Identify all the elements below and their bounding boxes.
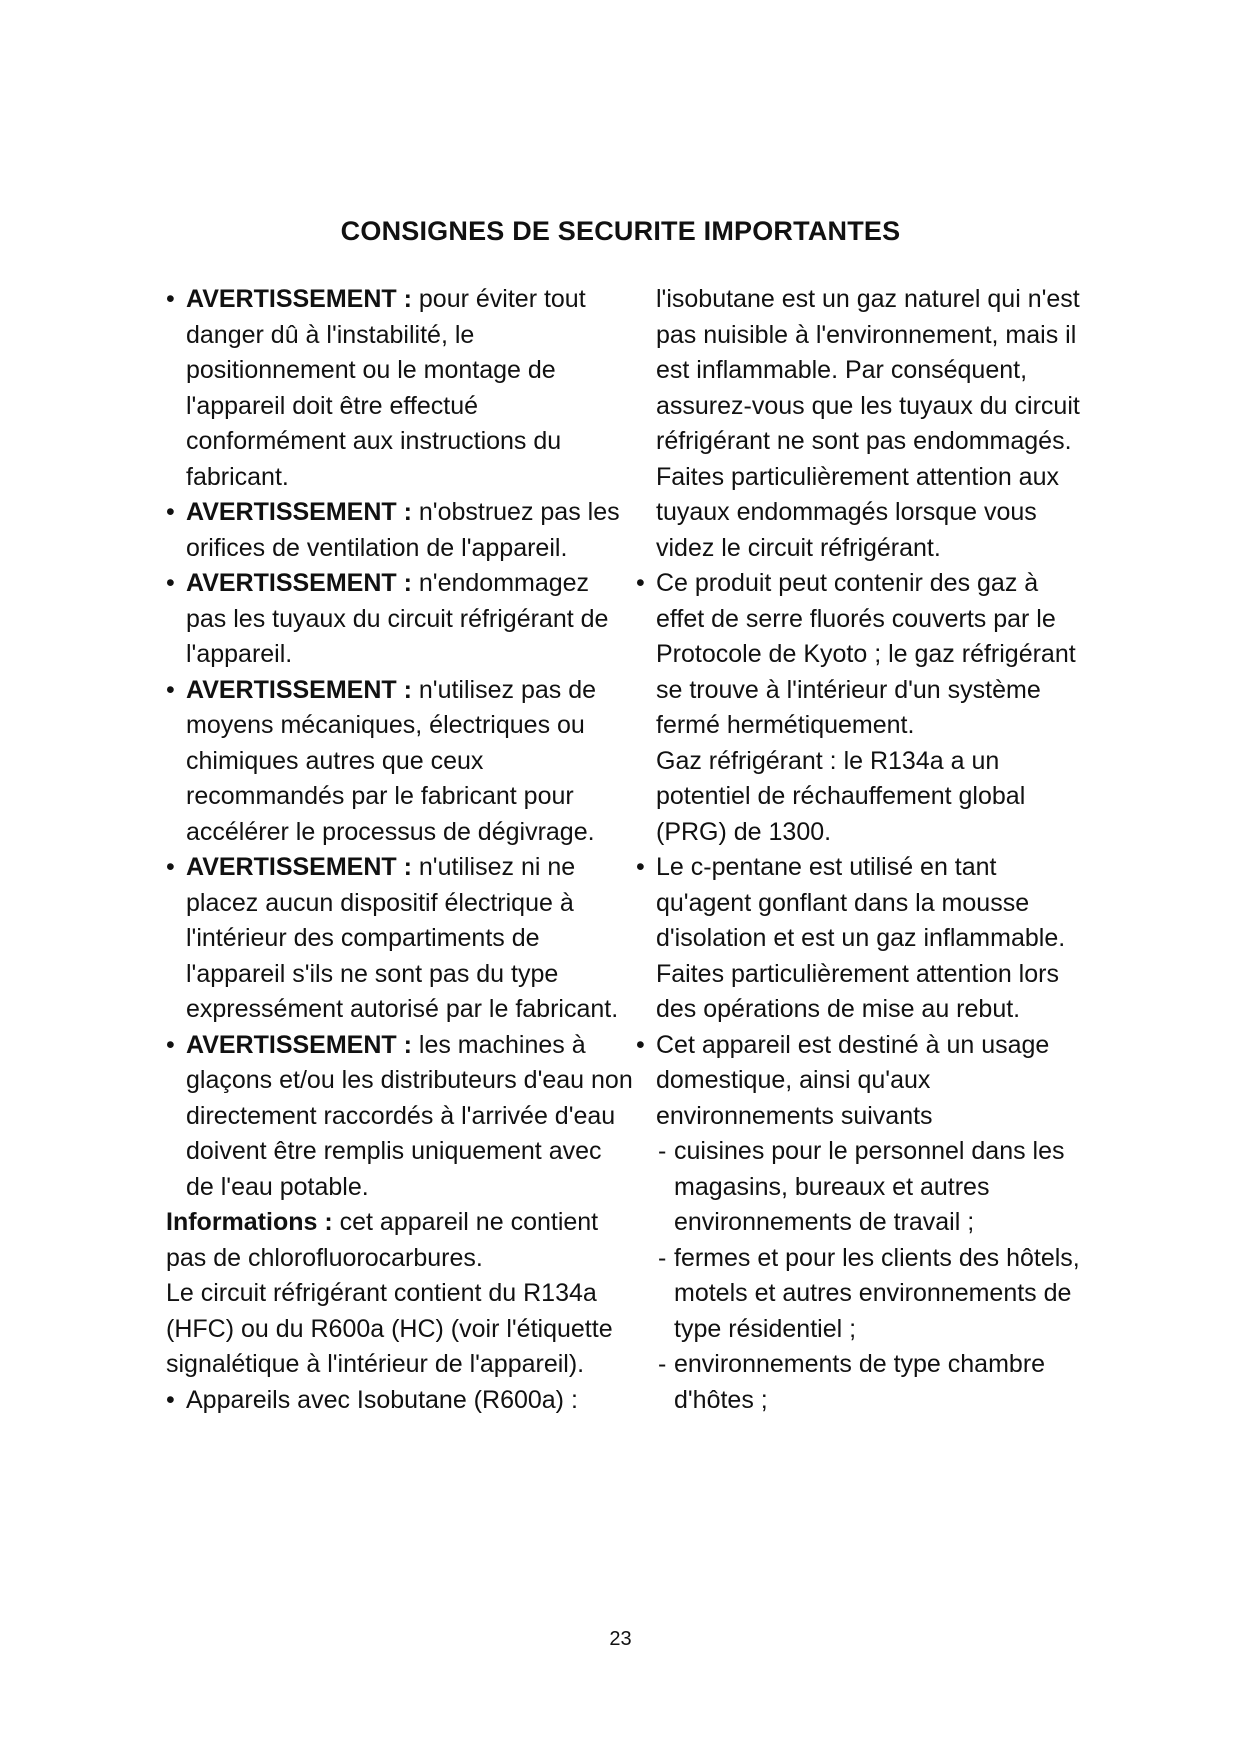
warning-ventilation: [166, 495, 636, 566]
usage-paragraph: • Cet appareil est destiné à un usage domestique, ainsi qu'aux environnements suivants: [636, 1028, 1086, 1135]
warning-text: n'utilisez pas de moyens mécaniques, électriques ou chimiques autres que ceux recommandés par le fabricant pour accélérer le processus de dégivrage.: [186, 675, 596, 846]
warning-water: [166, 1028, 636, 1206]
pentane-paragraph: • Le c-pentane est utilisé en tant qu'agent gonflant dans la mousse d'isolation et est un gaz inflammable. Faites particulièrement attention lors des opérations de mise au rebut.: [636, 850, 1086, 1028]
env-item: - fermes et pour les clients des hôtels, motels et autres environnements de type résidentiel ;: [636, 1241, 1086, 1348]
right-column: [636, 282, 1086, 1418]
warning-label: AVERTISSEMENT :: [186, 285, 412, 313]
warning-stability: [166, 282, 636, 495]
warning-pipes: [166, 566, 636, 673]
warning-text: n'endommagez pas les tuyaux du circuit réfrigérant de l'appareil.: [186, 569, 609, 668]
warning-label: AVERTISSEMENT :: [186, 569, 412, 597]
warning-text: n'obstruez pas les orifices de ventilation de l'appareil.: [186, 498, 620, 562]
env-item: - environnements de type chambre d'hôtes ;: [636, 1347, 1086, 1418]
warning-label: AVERTISSEMENT :: [186, 498, 412, 526]
env-item: - cuisines pour le personnel dans les magasins, bureaux et autres environnements de travail ;: [636, 1134, 1086, 1241]
warning-text: pour éviter tout danger dû à l'instabilité, le positionnement ou le montage de l'appareil doit être effectué conformément aux instructions du fabricant.: [186, 285, 586, 491]
info-text: cet appareil ne contient pas de chlorofluorocarbures.: [166, 1208, 599, 1272]
warning-electrical: [166, 850, 636, 1028]
warning-text: les machines à glaçons et/ou les distributeurs d'eau non directement raccordés à l'arrivée d'eau doivent être remplis uniquement avec de l'eau potable.: [186, 1030, 633, 1201]
warning-defrost: [166, 673, 636, 851]
isobutane-text: l'isobutane est un gaz naturel qui n'est pas nuisible à l'environnement, mais il est inflammable. Par conséquent, assurez-vous que les tuyaux du circuit réfrigérant ne sont pas endommagés. Faites particulièrement attention aux tuyaux endommagés lorsque vous videz le circuit réfrigérant.: [656, 285, 1080, 562]
info-label: Informations :: [166, 1208, 333, 1236]
circuit-paragraph: Le circuit réfrigérant contient du R134a (HFC) ou du R600a (HC) (voir l'étiquette signalétique à l'intérieur de l'appareil).: [166, 1279, 613, 1378]
isobutane-heading: • Appareils avec Isobutane (R600a) :: [166, 1383, 636, 1419]
gas-paragraph: Gaz réfrigérant : le R134a a un potentiel de réchauffement global (PRG) de 1300.: [656, 746, 1026, 846]
warning-text: n'utilisez ni ne placez aucun dispositif électrique à l'intérieur des compartiments de l'appareil s'ils ne sont pas du type expressément autorisé par le fabricant.: [186, 853, 619, 1023]
warning-label: AVERTISSEMENT :: [186, 853, 412, 881]
kyoto-paragraph: • Ce produit peut contenir des gaz à effet de serre fluorés couverts par le Protocole de Kyoto ; le gaz réfrigérant se trouve à l'intérieur d'un système fermé hermétiquement.: [636, 566, 1086, 744]
info-paragraph: [166, 1205, 636, 1276]
warning-label: AVERTISSEMENT :: [186, 675, 412, 704]
left-column: [166, 282, 636, 1418]
page-number: 23: [609, 1628, 632, 1650]
page-title: CONSIGNES DE SECURITE IMPORTANTES: [340, 216, 901, 246]
warning-label: AVERTISSEMENT :: [186, 1030, 412, 1059]
